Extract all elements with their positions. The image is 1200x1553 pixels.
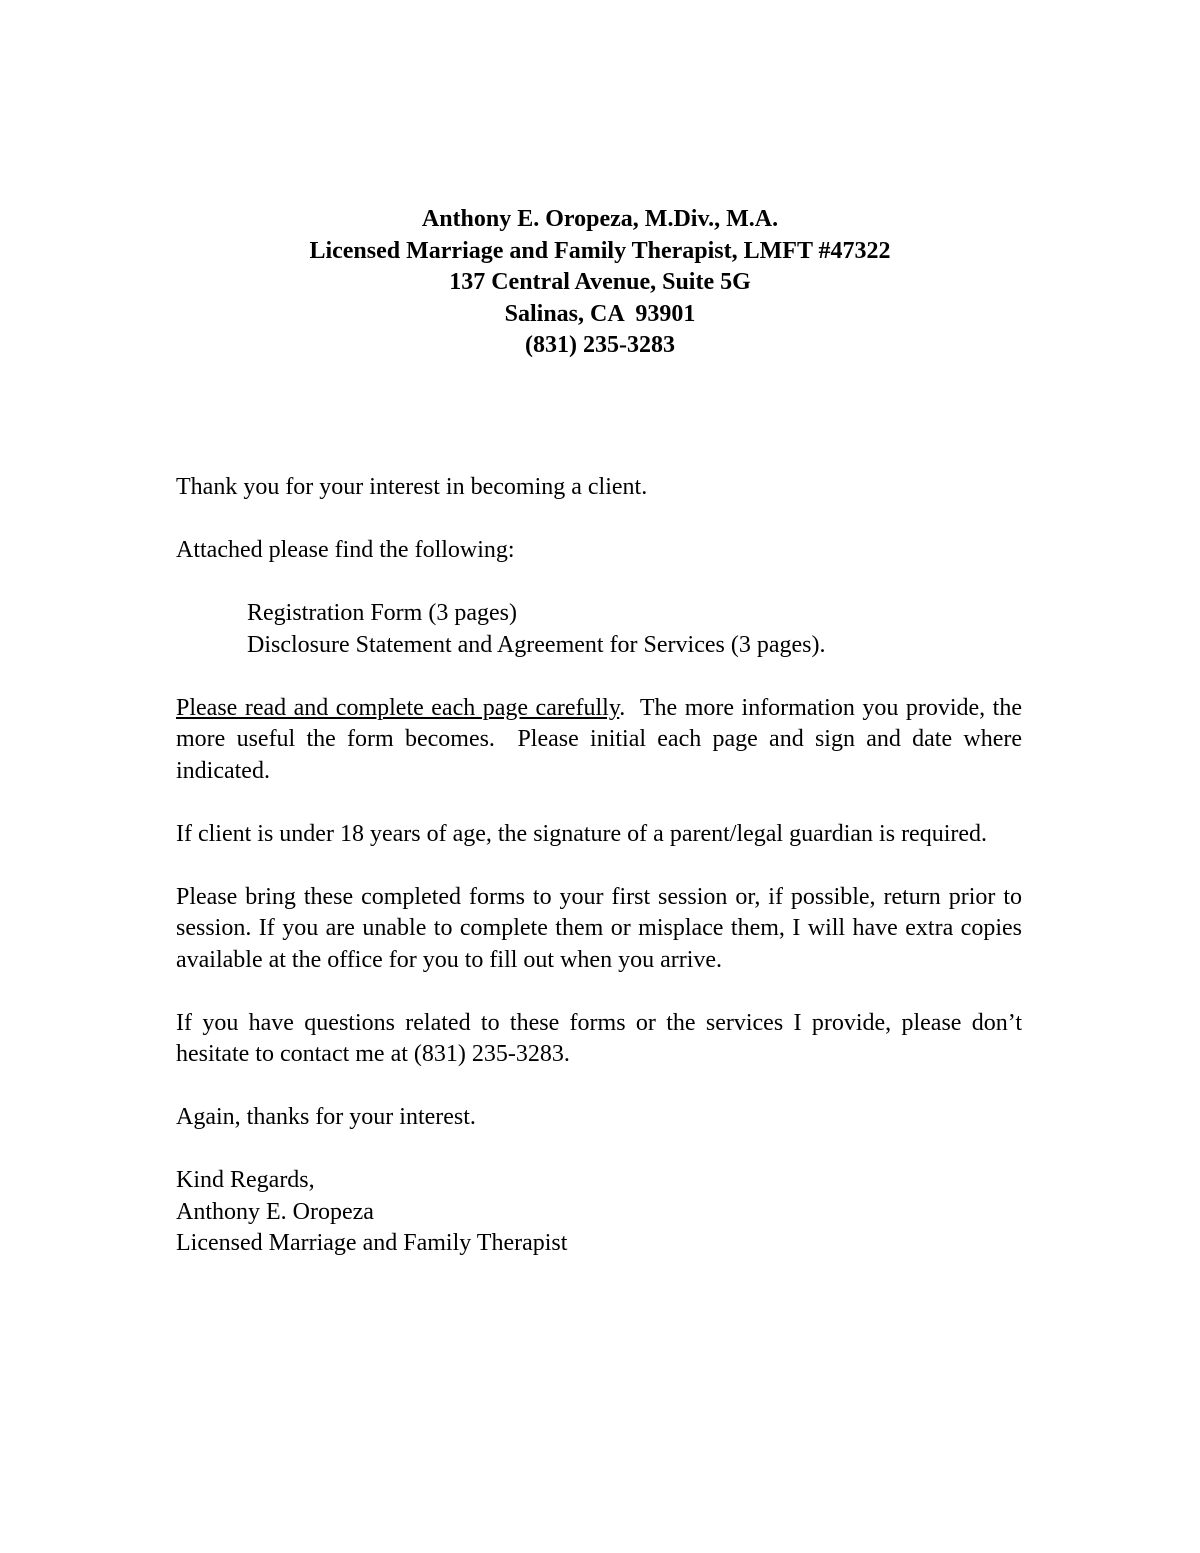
bring-forms-paragraph: Please bring these completed forms to your first session or, if possible, return prior to session. If you are unable to complete them or misplace them, I will have extra copies available at the office for you to fill out when you arrive.	[176, 883, 1022, 973]
letter-body	[176, 472, 1028, 1260]
letterhead-street: 137 Central Avenue, Suite 5G	[449, 269, 751, 295]
attached-heading: Attached please find the following:	[176, 537, 515, 563]
instructions-emphasis: Please read and complete each page carefully	[176, 694, 620, 721]
thanks-paragraph: Again, thanks for your interest.	[176, 1104, 476, 1130]
closing-block	[176, 1165, 1022, 1260]
letterhead-city: Salinas, CA 93901	[504, 300, 696, 327]
instructions-paragraph	[176, 693, 1028, 788]
letterhead-name: Anthony E. Oropeza, M.Div., M.A.	[421, 206, 779, 232]
signature-name: Anthony E. Oropeza	[176, 1198, 374, 1225]
attachment-item-registration: Registration Form (3 pages)	[247, 600, 517, 626]
questions-paragraph: If you have questions related to these forms or the services I provide, please don’t hesitate to contact me at (831) 235-3283.	[176, 1009, 1022, 1067]
attachment-list	[176, 598, 1022, 661]
closing-salutation: Kind Regards,	[176, 1167, 315, 1193]
instructions-text: . The more information you provide, the more useful the form becomes. Please initial each page and sign and date where indicated.	[176, 694, 1028, 784]
attachment-item-disclosure: Disclosure Statement and Agreement for Services (3 pages).	[247, 631, 826, 658]
letterhead-phone: (831) 235-3283	[525, 332, 675, 358]
minor-notice-paragraph: If client is under 18 years of age, the signature of a parent/legal guardian is required.	[176, 820, 988, 847]
letterhead	[0, 204, 1200, 362]
letterhead-license: Licensed Marriage and Family Therapist, LMFT #47322	[309, 237, 891, 264]
intro-paragraph: Thank you for your interest in becoming a client.	[176, 474, 648, 500]
signature-title: Licensed Marriage and Family Therapist	[176, 1230, 568, 1256]
